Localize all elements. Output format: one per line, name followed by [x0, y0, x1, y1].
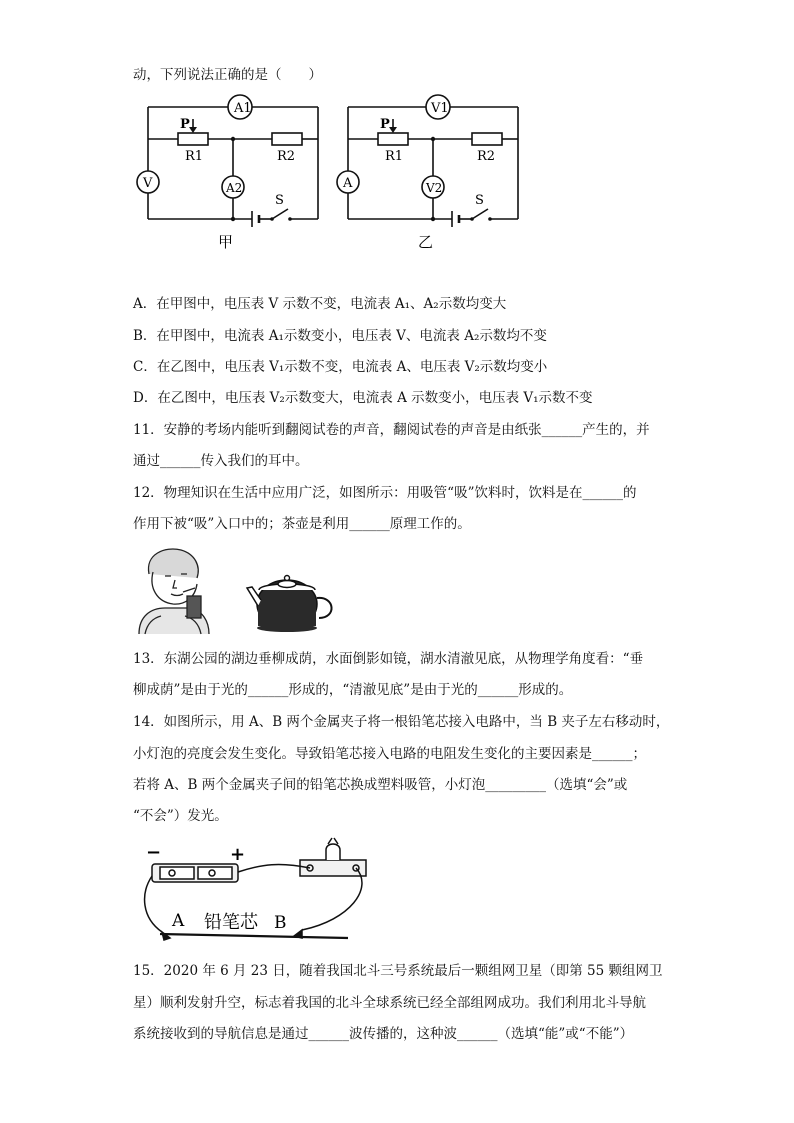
option-a: A．在甲图中，电压表 V 示数不变，电流表 A₁、A₂示数均变大	[133, 296, 507, 312]
caption-yi: 乙	[418, 233, 434, 251]
resistor-r1-label: R1	[185, 149, 204, 164]
switch-s-label: S	[475, 193, 484, 208]
option-b: B．在甲图中，电流表 A₁示数变小，电压表 V、电流表 A₂示数均不变	[133, 328, 547, 344]
circuit-diagram-jia	[130, 92, 330, 252]
clip-b-label: B	[274, 913, 287, 933]
q14-line2: 小灯泡的亮度会发生变化。导致铅笔芯接入电路的电阻发生变化的主要因素是______；	[133, 746, 646, 762]
q13-line2: 柳成荫”是由于光的______形成的，“清澈见底”是由于光的______形成的。	[133, 682, 573, 698]
slider-p-label: P	[180, 117, 190, 132]
resistor-r2-label: R2	[277, 149, 296, 164]
resistor-r1-label: R1	[385, 149, 404, 164]
pencil-lead-circuit-figure	[140, 834, 380, 946]
option-d: D．在乙图中，电压表 V₂示数变大，电流表 A 示数变小，电压表 V₁示数不变	[133, 390, 593, 406]
battery-minus-label: −	[146, 842, 162, 863]
q12-line1: 12．物理知识在生活中应用广泛，如图所示：用吸管“吸”饮料时，饮料是在______的	[133, 485, 637, 501]
switch-s-label: S	[275, 193, 284, 208]
option-c: C．在乙图中，电压表 V₁示数不变，电流表 A、电压表 V₂示数均变小	[133, 359, 548, 375]
resistor-r2-label: R2	[477, 149, 496, 164]
caption-jia: 甲	[218, 233, 234, 251]
ammeter-a1-label: A1	[234, 101, 252, 116]
slider-p-label: P	[380, 117, 390, 132]
voltmeter-v-label: V	[143, 176, 153, 191]
voltmeter-v2-label: V2	[426, 181, 443, 195]
ammeter-a2-label: A2	[226, 181, 243, 195]
battery-plus-label: +	[230, 844, 246, 865]
q13-line1: 13．东湖公园的湖边垂柳成荫，水面倒影如镜，湖水清澈见底，从物理学角度看：“垂	[133, 651, 644, 667]
ammeter-a-label: A	[343, 176, 353, 191]
q15-line3: 系统接收到的导航信息是通过______波传播的，这种波______（选填“能”或“不能”）	[133, 1026, 634, 1042]
q15-line2: 星）顺利发射升空，标志着我国的北斗全球系统已经全部组网成功。我们利用北斗导航	[133, 995, 646, 1011]
clip-a-label: A	[172, 911, 185, 931]
q15-line1: 15．2020 年 6 月 23 日，随着我国北斗三号系统最后一颗组网卫星（即第 55 颗组网卫	[133, 963, 663, 979]
q14-line4: “不会”）发光。	[133, 808, 228, 824]
q11-line2: 通过______传入我们的耳中。	[133, 453, 309, 469]
teapot-illustration	[247, 576, 332, 633]
straw-and-teapot-figure	[135, 544, 345, 636]
person-drinking-illustration	[139, 549, 209, 634]
q11-line1: 11．安静的考场内能听到翻阅试卷的声音，翻阅试卷的声音是由纸张______产生的，并	[133, 422, 650, 438]
question-intro: 动，下列说法正确的是（ ）	[133, 67, 322, 83]
pencil-lead-label: 铅笔芯	[204, 912, 258, 933]
circuit-diagram-yi	[330, 92, 530, 252]
q14-line1: 14．如图所示，用 A、B 两个金属夹子将一根铅笔芯接入电路中，当 B 夹子左右移动时，	[133, 714, 670, 730]
voltmeter-v1-label: V1	[431, 101, 449, 116]
q14-line3: 若将 A、B 两个金属夹子间的铅笔芯换成塑料吸管，小灯泡_________（选填“会”或	[133, 777, 628, 793]
q12-line2: 作用下被“吸”入口中的；茶壶是利用______原理工作的。	[133, 516, 471, 532]
